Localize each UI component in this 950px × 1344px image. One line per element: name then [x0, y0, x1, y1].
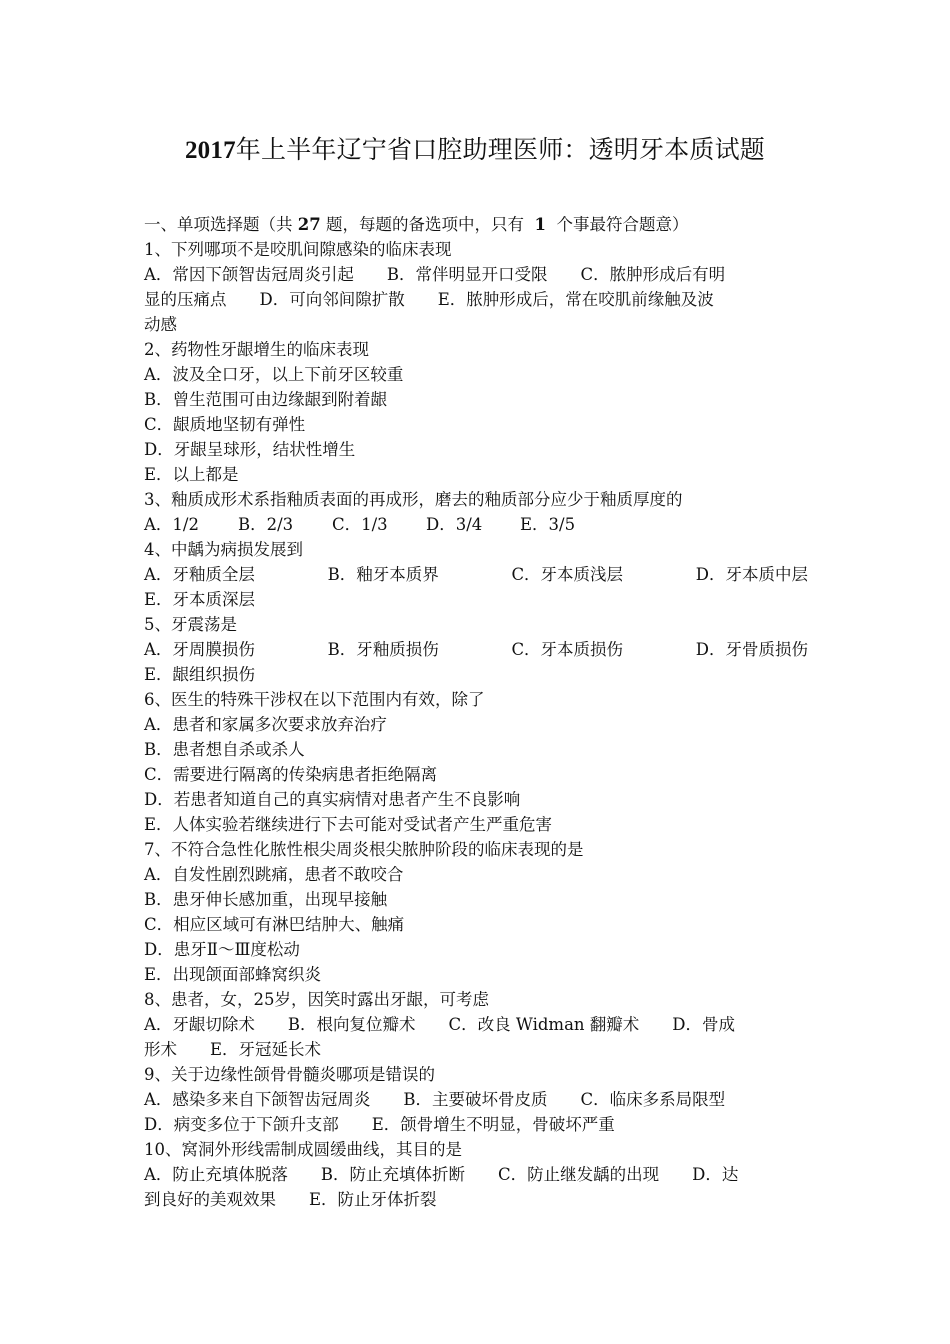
question-3-option-e: E．3/5	[520, 515, 576, 534]
question-6-option-c: C．需要进行隔离的传染病患者拒绝隔离	[144, 765, 438, 784]
question-list	[144, 212, 808, 1212]
title-year: 2017	[184, 137, 236, 164]
question-4-option-b: B．釉牙本质界	[327, 565, 439, 584]
question-4-option-d: D．牙本质中层	[695, 565, 808, 584]
question-5-stem: 5、牙震荡是	[144, 615, 237, 634]
question-2-option-a: A．波及全口牙，以上下前牙区较重	[144, 365, 404, 384]
question-5-options	[144, 637, 808, 662]
question-5-option-b: B．牙釉质损伤	[327, 640, 439, 659]
question-6-option-e: E．人体实验若继续进行下去可能对受试者产生严重危害	[144, 815, 553, 834]
question-7-option-c: C．相应区域可有淋巴结肿大、触痛	[144, 915, 405, 934]
question-2-option-e: E．以上都是	[144, 465, 239, 484]
question-7-option-b: B．患牙伸长感加重，出现早接触	[144, 890, 388, 909]
page-title	[0, 132, 950, 169]
question-7-option-e: E．出现颌面部蜂窝织炎	[144, 965, 322, 984]
question-8-options-line: 形术 E．牙冠延长术	[144, 1040, 322, 1059]
question-7-option-a: A．自发性剧烈跳痛，患者不敢咬合	[144, 865, 404, 884]
section-heading: 一、单项选择题（共 27 题，每题的备选项中，只有 1 个事最符合题意）	[144, 215, 689, 234]
question-6-option-b: B．患者想自杀或杀人	[144, 740, 305, 759]
question-4-option-a: A．牙釉质全层	[144, 565, 255, 584]
question-6-option-a: A．患者和家属多次要求放弃治疗	[144, 715, 387, 734]
question-4-stem: 4、中龋为病损发展到	[144, 540, 303, 559]
question-3-option-a: A．1/2	[144, 515, 199, 534]
title-text: 年上半年辽宁省口腔助理医师：透明牙本质试题	[235, 135, 765, 164]
question-1-options-line: 动感	[144, 315, 177, 334]
question-3-option-b: B．2/3	[238, 515, 294, 534]
question-5-option-d: D．牙骨质损伤	[695, 640, 808, 659]
question-4-options	[144, 562, 808, 587]
question-1-options-line: A．常因下颌智齿冠周炎引起 B．常伴明显开口受限 C．脓肿形成后有明	[144, 265, 726, 284]
question-6-stem: 6、医生的特殊干涉权在以下范围内有效，除了	[144, 690, 485, 709]
question-1-stem: 1、下列哪项不是咬肌间隙感染的临床表现	[144, 240, 452, 259]
question-10-options-line: 到良好的美观效果 E．防止牙体折裂	[144, 1190, 437, 1209]
question-2-option-c: C．龈质地坚韧有弹性	[144, 415, 306, 434]
question-3-option-c: C．1/3	[332, 515, 388, 534]
question-5-option-a: A．牙周膜损伤	[144, 640, 255, 659]
question-6-option-d: D．若患者知道自己的真实病情对患者产生不良影响	[144, 790, 521, 809]
question-5-option-e: E．龈组织损伤	[144, 665, 256, 684]
question-9-options-line: A．感染多来自下颌智齿冠周炎 B．主要破坏骨皮质 C．临床多系局限型	[144, 1090, 726, 1109]
question-10-stem: 10、窝洞外形线需制成圆缓曲线，其目的是	[144, 1140, 462, 1159]
question-9-stem: 9、关于边缘性颌骨骨髓炎哪项是错误的	[144, 1065, 435, 1084]
question-7-stem: 7、不符合急性化脓性根尖周炎根尖脓肿阶段的临床表现的是	[144, 840, 584, 859]
question-2-option-b: B．曾生范围可由边缘龈到附着龈	[144, 390, 388, 409]
question-5-option-c: C．牙本质损伤	[511, 640, 624, 659]
question-3-options	[144, 512, 808, 537]
question-4-option-c: C．牙本质浅层	[511, 565, 624, 584]
question-2-option-d: D．牙龈呈球形，结状性增生	[144, 440, 356, 459]
question-8-options-line: A．牙龈切除术 B．根向复位瓣术 C．改良 Widman 翻瓣术 D．骨成	[144, 1015, 736, 1034]
question-3-option-d: D．3/4	[426, 515, 483, 534]
question-7-option-d: D．患牙Ⅱ～Ⅲ度松动	[144, 940, 300, 959]
question-4-option-e: E．牙本质深层	[144, 590, 256, 609]
question-1-options-line: 显的压痛点 D．可向邻间隙扩散 E．脓肿形成后，常在咬肌前缘触及波	[144, 290, 714, 309]
question-10-options-line: A．防止充填体脱落 B．防止充填体折断 C．防止继发龋的出现 D．达	[144, 1165, 739, 1184]
question-3-stem: 3、釉质成形术系指釉质表面的再成形，磨去的釉质部分应少于釉质厚度的	[144, 490, 683, 509]
question-2-stem: 2、药物性牙龈增生的临床表现	[144, 340, 369, 359]
question-8-stem: 8、患者，女，25岁，因笑时露出牙龈，可考虑	[144, 990, 489, 1009]
question-9-options-line: D．病变多位于下颌升支部 E．颌骨增生不明显，骨破坏严重	[144, 1115, 615, 1134]
